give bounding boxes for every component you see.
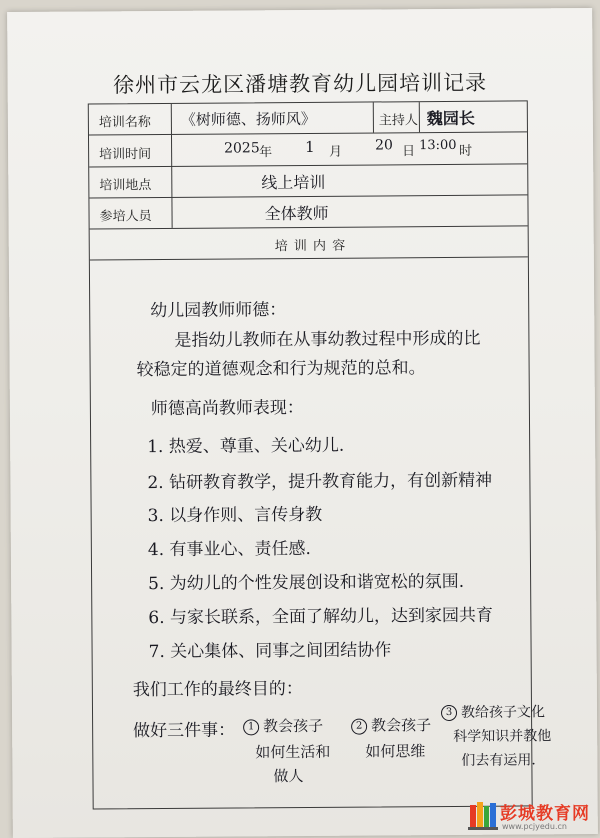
training-name-label: 培训名称 — [98, 115, 151, 131]
list-item: 5. 为幼儿的个性发展创设和谐宽松的氛围. — [148, 571, 465, 595]
content-heading: 幼儿园教师师德： — [150, 300, 287, 322]
training-name-value: 《树师德、扬师风》 — [180, 109, 316, 129]
training-month: 1 — [305, 137, 315, 156]
participants-value: 全体教师 — [264, 203, 329, 224]
circled-number: 3 — [441, 705, 457, 721]
definition-line-2: 较稳定的道德观念和行为规范的总和。 — [136, 358, 426, 381]
paper-sheet — [7, 8, 598, 838]
row-divider — [89, 131, 527, 135]
list-item: 1. 热爱、尊重、关心幼儿. — [147, 435, 345, 458]
participants-label: 参培人员 — [99, 209, 152, 225]
three-things-label: 做好三件事： — [133, 720, 236, 742]
thing-3-line-2: 科学知识并教他 — [453, 728, 552, 745]
thing-3-line-3: 们去有运用. — [461, 752, 536, 769]
month-unit: 月 — [329, 144, 343, 160]
list-item: 6. 与家长联系，全面了解幼儿，达到家园共育 — [148, 605, 494, 629]
year-unit: 年 — [259, 145, 273, 161]
qualities-subheading: 师德高尚教师表现： — [150, 397, 304, 420]
list-item: 3. 以身作则、言传身教 — [147, 504, 323, 527]
books-logo-icon — [468, 799, 498, 831]
watermark-site-name: 彭城教育网 — [500, 804, 590, 824]
training-clock: 13:00 — [419, 137, 457, 154]
circled-number: 2 — [351, 719, 367, 735]
training-time-label: 培训时间 — [99, 147, 152, 163]
thing-2-line-2: 如何思维 — [365, 742, 426, 761]
training-place-label: 培训地点 — [99, 178, 152, 194]
training-place-value: 线上培训 — [261, 172, 326, 193]
content-header-label: 培 训 内 容 — [274, 238, 347, 255]
training-year: 2025 — [224, 140, 260, 157]
thing-1-line-2: 如何生活和 — [255, 742, 331, 762]
thing-2-line-1: 教会孩子 — [371, 716, 432, 735]
list-item: 4. 有事业心、责任感. — [147, 538, 311, 561]
training-day: 20 — [375, 137, 393, 154]
row-divider — [89, 194, 527, 198]
clock-unit: 时 — [459, 143, 473, 159]
thing-2 — [351, 714, 431, 736]
row-divider — [89, 163, 527, 167]
list-item: 7. 关心集体、同事之间团结协作 — [148, 640, 392, 663]
thing-1-line-1: 教会孩子 — [263, 716, 324, 736]
day-unit: 日 — [402, 144, 416, 160]
document-title: 徐州市云龙区潘塘教育幼儿园培训记录 — [113, 70, 488, 98]
thing-1-line-3: 做人 — [273, 767, 304, 786]
thing-3-line-1: 教给孩子文化 — [460, 704, 546, 721]
row-divider — [90, 256, 528, 260]
host-label: 主持人 — [378, 113, 418, 129]
circled-number: 1 — [243, 719, 259, 735]
thing-1 — [243, 715, 323, 737]
watermark-url: www.pcjyedu.cn — [502, 822, 567, 831]
site-watermark — [468, 798, 596, 834]
host-value-divider — [419, 102, 420, 132]
host-column-divider — [373, 102, 374, 132]
list-item: 2. 钻研教育教学，提升教育能力，有创新精神 — [147, 470, 493, 494]
record-form-table — [88, 100, 552, 809]
definition-line-1: 是指幼儿教师在从事幼教过程中形成的比 — [174, 328, 481, 351]
goal-heading: 我们工作的最终目的： — [132, 679, 303, 701]
thing-3 — [441, 701, 545, 722]
host-value: 魏园长 — [426, 108, 475, 129]
row-divider — [90, 225, 528, 229]
